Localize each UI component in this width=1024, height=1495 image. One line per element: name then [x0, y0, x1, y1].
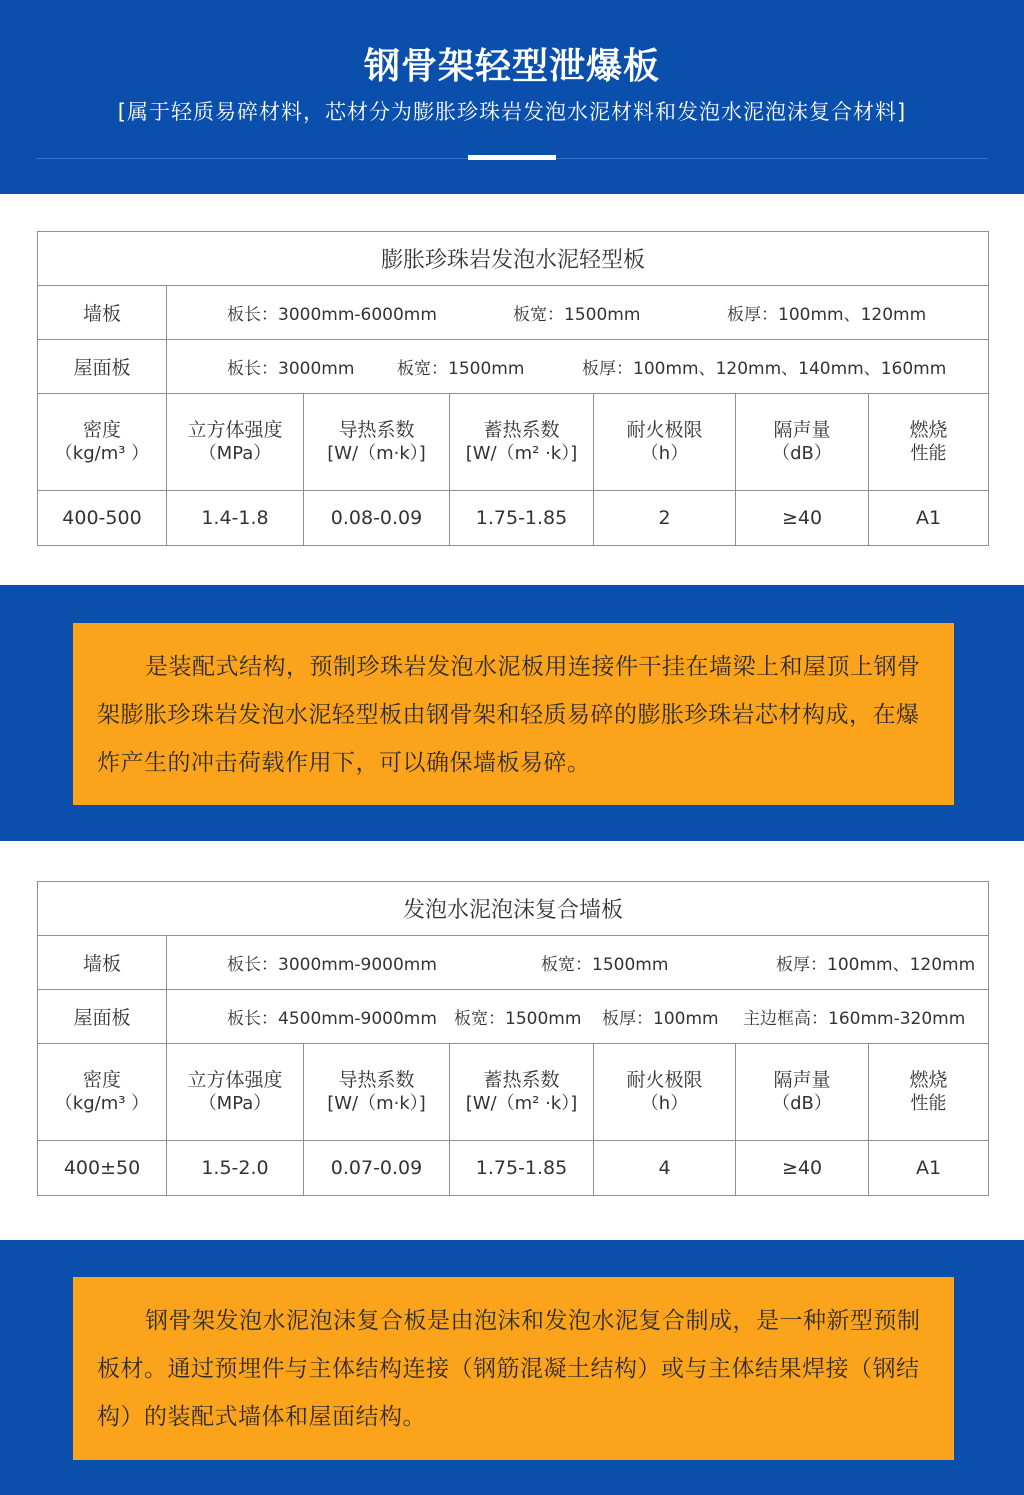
value-sound-insulation: ≥40	[736, 491, 869, 546]
table-title: 发泡水泥泡沫复合墙板	[38, 882, 989, 936]
value-fire-rating: 2	[594, 491, 736, 546]
header-fire-rating: 耐火极限 （h）	[594, 1044, 736, 1141]
header-density: 密度 （kg/m³ ）	[38, 394, 167, 491]
header-strength: 立方体强度 （MPa）	[167, 1044, 304, 1141]
header-combustion: 燃烧 性能	[869, 1044, 989, 1141]
roof-length: 板长：3000mm	[227, 359, 355, 379]
roof-specs	[167, 990, 989, 1044]
roof-specs	[167, 340, 989, 394]
header-conductivity: 导热系数 [W/（m·k）]	[304, 394, 450, 491]
header-combustion: 燃烧 性能	[869, 394, 989, 491]
roof-label: 屋面板	[38, 340, 167, 394]
wall-label: 墙板	[38, 936, 167, 990]
note-box-1	[73, 623, 954, 805]
roof-length: 板长：4500mm-9000mm	[227, 1009, 437, 1029]
header-sound-insulation: 隔声量 （dB）	[736, 1044, 869, 1141]
header-heat-storage: 蓄热系数 [W/（m² ·k）]	[450, 1044, 594, 1141]
wall-label: 墙板	[38, 286, 167, 340]
value-density: 400-500	[38, 491, 167, 546]
value-heat-storage: 1.75-1.85	[450, 491, 594, 546]
value-combustion: A1	[869, 1141, 989, 1196]
value-heat-storage: 1.75-1.85	[450, 1141, 594, 1196]
page-header	[0, 0, 1024, 194]
header-heat-storage: 蓄热系数 [W/（m² ·k）]	[450, 394, 594, 491]
table-row	[38, 491, 989, 546]
roof-width: 板宽：1500mm	[397, 359, 525, 379]
value-conductivity: 0.07-0.09	[304, 1141, 450, 1196]
wall-length: 板长：3000mm-6000mm	[227, 305, 437, 325]
value-combustion: A1	[869, 491, 989, 546]
wall-thickness: 板厚：100mm、120mm	[727, 305, 927, 325]
note-band-2	[0, 1240, 1024, 1495]
header-sound-insulation: 隔声量 （dB）	[736, 394, 869, 491]
header-density: 密度 （kg/m³ ）	[38, 1044, 167, 1141]
note-band-1	[0, 585, 1024, 841]
value-fire-rating: 4	[594, 1141, 736, 1196]
header-strength: 立方体强度 （MPa）	[167, 394, 304, 491]
header-fire-rating: 耐火极限 （h）	[594, 394, 736, 491]
header-accent-bar	[468, 155, 556, 160]
spec-table-pearlite	[37, 231, 989, 546]
wall-length: 板长：3000mm-9000mm	[227, 955, 437, 975]
note-text-2: 钢骨架发泡水泥泡沫复合板是由泡沫和发泡水泥复合制成，是一种新型预制板材。通过预埋件与主体结构连接（钢筋混凝土结构）或与主体结果焊接（钢结构）的装配式墙体和屋面结构。	[97, 1308, 921, 1430]
page-subtitle: [属于轻质易碎材料，芯材分为膨胀珍珠岩发泡水泥材料和发泡水泥泡沫复合材料]	[117, 100, 907, 124]
wall-width: 板宽：1500mm	[541, 955, 669, 975]
note-text-1: 是装配式结构，预制珍珠岩发泡水泥板用连接件干挂在墙梁上和屋顶上钢骨架膨胀珍珠岩发泡水泥轻型板由钢骨架和轻质易碎的膨胀珍珠岩芯材构成，在爆炸产生的冲击荷载作用下，可以确保墙板易碎。	[97, 654, 921, 776]
value-sound-insulation: ≥40	[736, 1141, 869, 1196]
wall-width: 板宽：1500mm	[513, 305, 641, 325]
roof-label: 屋面板	[38, 990, 167, 1044]
spec-table-foam-composite	[37, 881, 989, 1196]
wall-specs	[167, 936, 989, 990]
value-strength: 1.5-2.0	[167, 1141, 304, 1196]
value-density: 400±50	[38, 1141, 167, 1196]
roof-frame-height: 主边框高：160mm-320mm	[743, 1009, 966, 1029]
wall-specs	[167, 286, 989, 340]
wall-thickness: 板厚：100mm、120mm	[776, 955, 976, 975]
roof-width: 板宽：1500mm	[454, 1009, 582, 1029]
roof-thickness: 板厚：100mm、120mm、140mm、160mm	[582, 359, 947, 379]
table-row	[38, 1141, 989, 1196]
table-title: 膨胀珍珠岩发泡水泥轻型板	[38, 232, 989, 286]
note-box-2	[73, 1277, 954, 1460]
value-strength: 1.4-1.8	[167, 491, 304, 546]
roof-thickness: 板厚：100mm	[602, 1009, 719, 1029]
value-conductivity: 0.08-0.09	[304, 491, 450, 546]
page-title: 钢骨架轻型泄爆板	[363, 46, 660, 87]
header-conductivity: 导热系数 [W/（m·k）]	[304, 1044, 450, 1141]
